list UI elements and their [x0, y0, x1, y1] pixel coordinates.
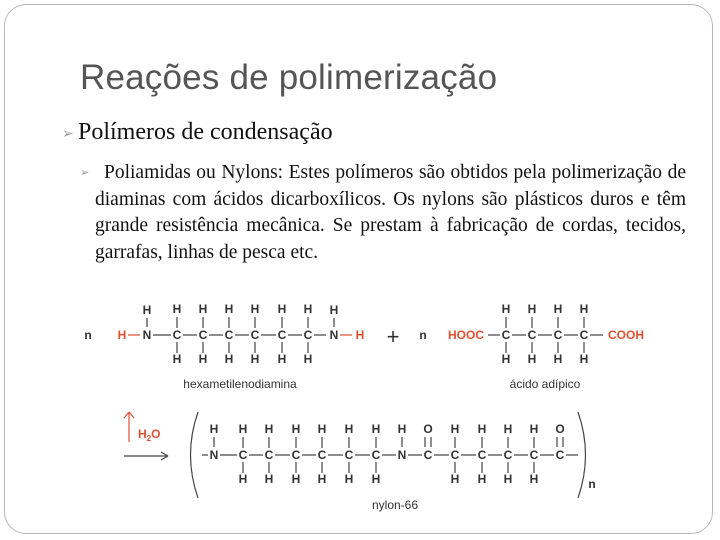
carbon-atom: C [501, 328, 511, 342]
hydrogen-atom: H [317, 472, 327, 486]
bullet-arrow-icon: ➢ [80, 166, 90, 179]
coefficient-n: n [84, 328, 92, 342]
carbon-atom: C [264, 448, 274, 462]
hydrogen-atom: H [264, 472, 274, 486]
product-name-label: nylon-66 [371, 498, 419, 512]
oxygen-atom: O [555, 422, 565, 436]
carbon-atom: C [579, 328, 589, 342]
hydrogen-atom: H [238, 422, 248, 436]
hydrogen-atom: H [503, 472, 513, 486]
carbon-atom: C [291, 448, 301, 462]
hydrogen-atom: H [344, 422, 354, 436]
hydrogen-atom: H [344, 472, 354, 486]
hydrogen-atom: H [527, 352, 537, 366]
bullet-level1: Polímeros de condensação [78, 119, 333, 145]
carbon-atom: C [198, 328, 208, 342]
hydrogen-atom: H [529, 472, 539, 486]
carbon-atom: C [277, 328, 287, 342]
repeat-subscript-n: n [588, 477, 596, 491]
hydrogen-atom: H [264, 422, 274, 436]
carboxyl-group-left: HOOC [448, 328, 484, 342]
hydrogen-atom: H [553, 352, 563, 366]
nitrogen-atom: N [329, 328, 339, 342]
water-formula: $H_2O$ [138, 427, 161, 443]
hydrogen-atom: H [371, 472, 381, 486]
hydrogen-atom: H [529, 422, 539, 436]
carboxyl-group-right: COOH [608, 328, 644, 342]
carbon-atom: C [555, 448, 565, 462]
carbon-atom: C [527, 328, 537, 342]
hydrogen-atom: H [250, 302, 260, 316]
hydrogen-atom: H [553, 302, 563, 316]
hydrogen-atom: H [277, 302, 287, 316]
plus-sign: + [386, 324, 400, 349]
hydrogen-atom: H [224, 302, 234, 316]
left-bracket [191, 412, 199, 498]
hydrogen-atom: H [450, 422, 460, 436]
carbon-atom: C [477, 448, 487, 462]
hydrogen-atom: H [250, 352, 260, 366]
hydrogen-atom: H [117, 328, 127, 342]
hydrogen-atom: H [527, 302, 537, 316]
hydrogen-atom: H [450, 472, 460, 486]
nitrogen-atom: N [142, 328, 152, 342]
carbon-atom: C [450, 448, 460, 462]
hydrogen-atom: H [209, 422, 219, 436]
hydrogen-atom: H [501, 352, 511, 366]
hydrogen-atom: H [224, 352, 234, 366]
hydrogen-atom: H [291, 422, 301, 436]
hydrogen-atom: H [371, 422, 381, 436]
hydrogen-atom: H [329, 303, 339, 317]
hydrogen-atom: H [291, 472, 301, 486]
hydrogen-atom: H [142, 303, 152, 317]
arrow-head-line [124, 412, 129, 418]
hydrogen-atom: H [198, 302, 208, 316]
carbon-atom: C [553, 328, 563, 342]
hydrogen-atom: H [397, 422, 407, 436]
bullet-level2-paragraph: Poliamidas ou Nylons: Estes polímeros são obtidos pela polimerização de diaminas com ácidos dicarboxílicos. Os nylons são plásticos duros e têm grande resistência mecânica. Se prestam à fabricação de cordas, tecidos, garrafas, linhas de pesca etc. [95, 162, 686, 263]
reactant2-name-label: ácido adípico [509, 377, 581, 391]
hydrogen-atom: H [303, 302, 313, 316]
carbon-atom: C [172, 328, 182, 342]
coefficient-n: n [419, 328, 427, 342]
carbon-atom: C [224, 328, 234, 342]
hydrogen-atom: H [579, 352, 589, 366]
carbon-atom: C [317, 448, 327, 462]
bullet-arrow-icon: ➢ [62, 126, 74, 142]
carbon-atom: C [371, 448, 381, 462]
slide-title: Reações de polimerização [80, 58, 498, 97]
hydrogen-atom: H [238, 472, 248, 486]
hydrogen-atom: H [277, 352, 287, 366]
carbon-atom: C [423, 448, 433, 462]
carbon-atom: C [529, 448, 539, 462]
hydrogen-atom: H [503, 422, 513, 436]
hydrogen-atom: H [172, 302, 182, 316]
hydrogen-atom: H [501, 302, 511, 316]
carbon-atom: C [503, 448, 513, 462]
arrow-head-line [129, 412, 134, 418]
carbon-atom: C [238, 448, 248, 462]
hydrogen-atom: H [477, 472, 487, 486]
nitrogen-atom: N [209, 448, 219, 462]
hydrogen-atom: H [198, 352, 208, 366]
nitrogen-atom: N [397, 448, 407, 462]
reactant1-name-label: hexametilenodiamina [183, 377, 297, 391]
hydrogen-atom: H [303, 352, 313, 366]
hydrogen-atom: H [477, 422, 487, 436]
hydrogen-atom: H [317, 422, 327, 436]
right-bracket [578, 412, 586, 498]
oxygen-atom: O [423, 422, 433, 436]
carbon-atom: C [344, 448, 354, 462]
hydrogen-atom: H [172, 352, 182, 366]
carbon-atom: C [303, 328, 313, 342]
hydrogen-atom: H [355, 328, 365, 342]
carbon-atom: C [250, 328, 260, 342]
hydrogen-atom: H [579, 302, 589, 316]
